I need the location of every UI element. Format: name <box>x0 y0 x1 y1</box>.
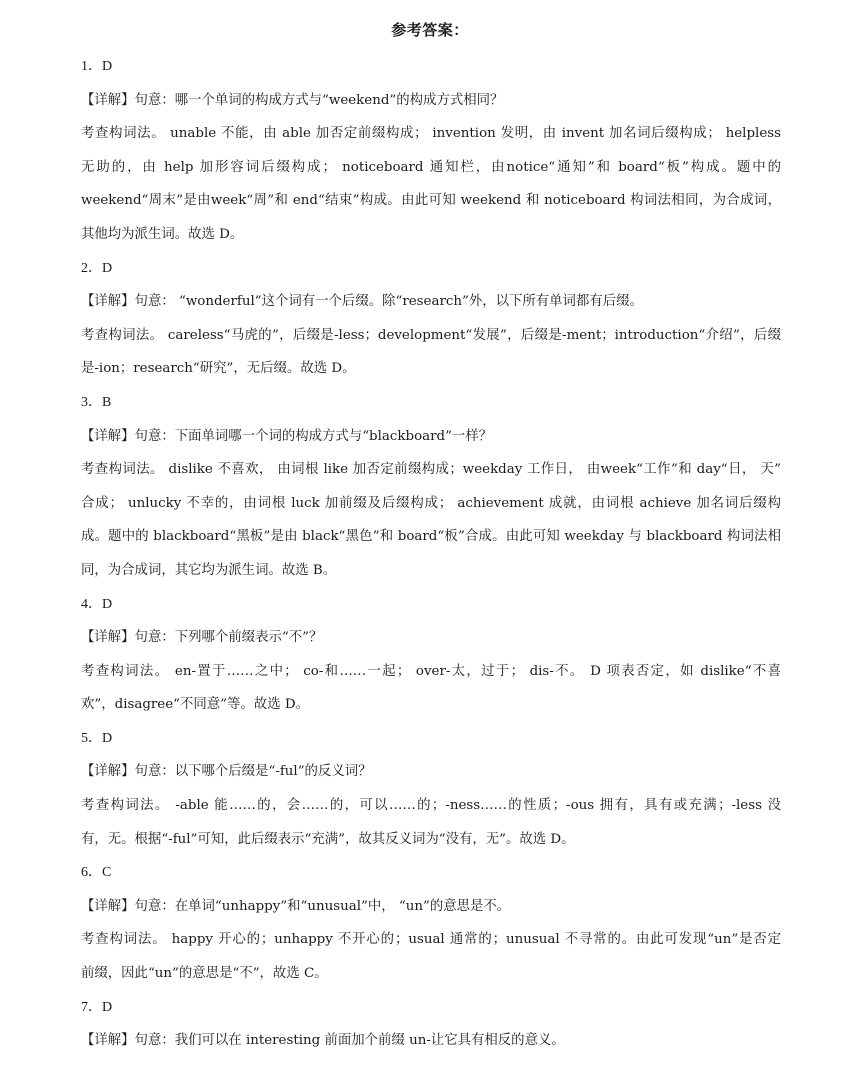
question-meaning: 【详解】句意：哪一个单词的构成方式与“weekend”的构成方式相同？ <box>81 92 504 108</box>
explanation-line: 成。题中的 blackboard“黑板”是由 black“黑色”和 board“板”合成。由此可知 weekday 与 blackboard 构词法相 <box>81 529 781 545</box>
explanation-line: 无助的，由 help 加形容词后缀构成； noticeboard 通知栏，由notice“通知”和 board“板”构成。题中的 <box>81 159 781 175</box>
question-number: 5．D <box>81 730 113 746</box>
answer-list <box>81 50 781 1058</box>
explanation-line: 考查构词法。 careless“马虎的”，后缀是-less；development“发展”，后缀是-ment；introduction“介绍”，后缀 <box>81 327 781 343</box>
explanation-line: weekend“周末”是由week“周”和 end“结束”构成。由此可知 weekend 和 noticeboard 构词法相同，为合成词， <box>81 193 781 209</box>
explanation-line: 是-ion；research“研究”，无后缀。故选 D。 <box>81 361 356 377</box>
explanation-line: 合成； unlucky 不幸的，由词根 luck 加前缀及后缀构成； achievement 成就，由词根 achieve 加名词后缀构 <box>81 495 781 511</box>
question-meaning: 【详解】句意：我们可以在 interesting 前面加个前缀 un-让它具有相反的意义。 <box>81 1033 565 1049</box>
question-number: 7．D <box>81 999 113 1015</box>
explanation-line: 其他均为派生词。故选 D。 <box>81 226 244 242</box>
page-title: 参考答案： <box>391 21 469 39</box>
question-meaning: 【详解】句意：以下哪个后缀是“-ful”的反义词？ <box>81 764 372 780</box>
explanation-line: 有，无。根据“-ful”可知，此后缀表示“充满”，故其反义词为“没有，无”。故选 D。 <box>81 831 575 847</box>
question-meaning: 【详解】句意： “wonderful”这个词有一个后缀。除“research”外，以下所有单词都有后缀。 <box>81 294 643 310</box>
question-meaning: 【详解】句意：下列哪个前缀表示“不”？ <box>81 630 323 646</box>
question-number: 1．D <box>81 59 113 74</box>
explanation-line: 考查构词法。 -able 能……的，会……的，可以……的；-ness……的性质；-ous 拥有，具有或充满；-less 没 <box>81 798 781 814</box>
question-number: 3．B <box>81 394 112 410</box>
question-number: 2．D <box>81 260 113 276</box>
question-number: 4．D <box>81 596 113 612</box>
explanation-line: 同，为合成词，其它均为派生词。故选 B。 <box>81 562 337 578</box>
explanation-line: 考查构词法。 unable 不能，由 able 加否定前缀构成； invention 发明，由 invent 加名词后缀构成； helpless <box>81 126 781 142</box>
explanation-line: 考查构词法。 en-置于……之中； co-和……一起； over-太，过于； dis-不。 D 项表否定，如 dislike“不喜 <box>81 663 781 679</box>
question-meaning: 【详解】句意：下面单词哪一个词的构成方式与“blackboard”一样？ <box>81 428 493 444</box>
explanation-line: 欢”，disagree“不同意”等。故选 D。 <box>81 697 309 713</box>
explanation-line: 考查构词法。 happy 开心的；unhappy 不开心的；usual 通常的；unusual 不寻常的。由此可发现“un”是否定 <box>81 932 781 948</box>
question-number: 6．C <box>81 865 112 881</box>
explanation-line: 考查构词法。 dislike 不喜欢， 由词根 like 加否定前缀构成；weekday 工作日， 由week“工作”和 day“日， 天” <box>81 462 781 478</box>
explanation-line: 前缀，因此“un”的意思是“不”，故选 C。 <box>81 966 328 982</box>
question-meaning: 【详解】句意：在单词“unhappy”和“unusual”中， “un”的意思是不。 <box>81 898 511 914</box>
